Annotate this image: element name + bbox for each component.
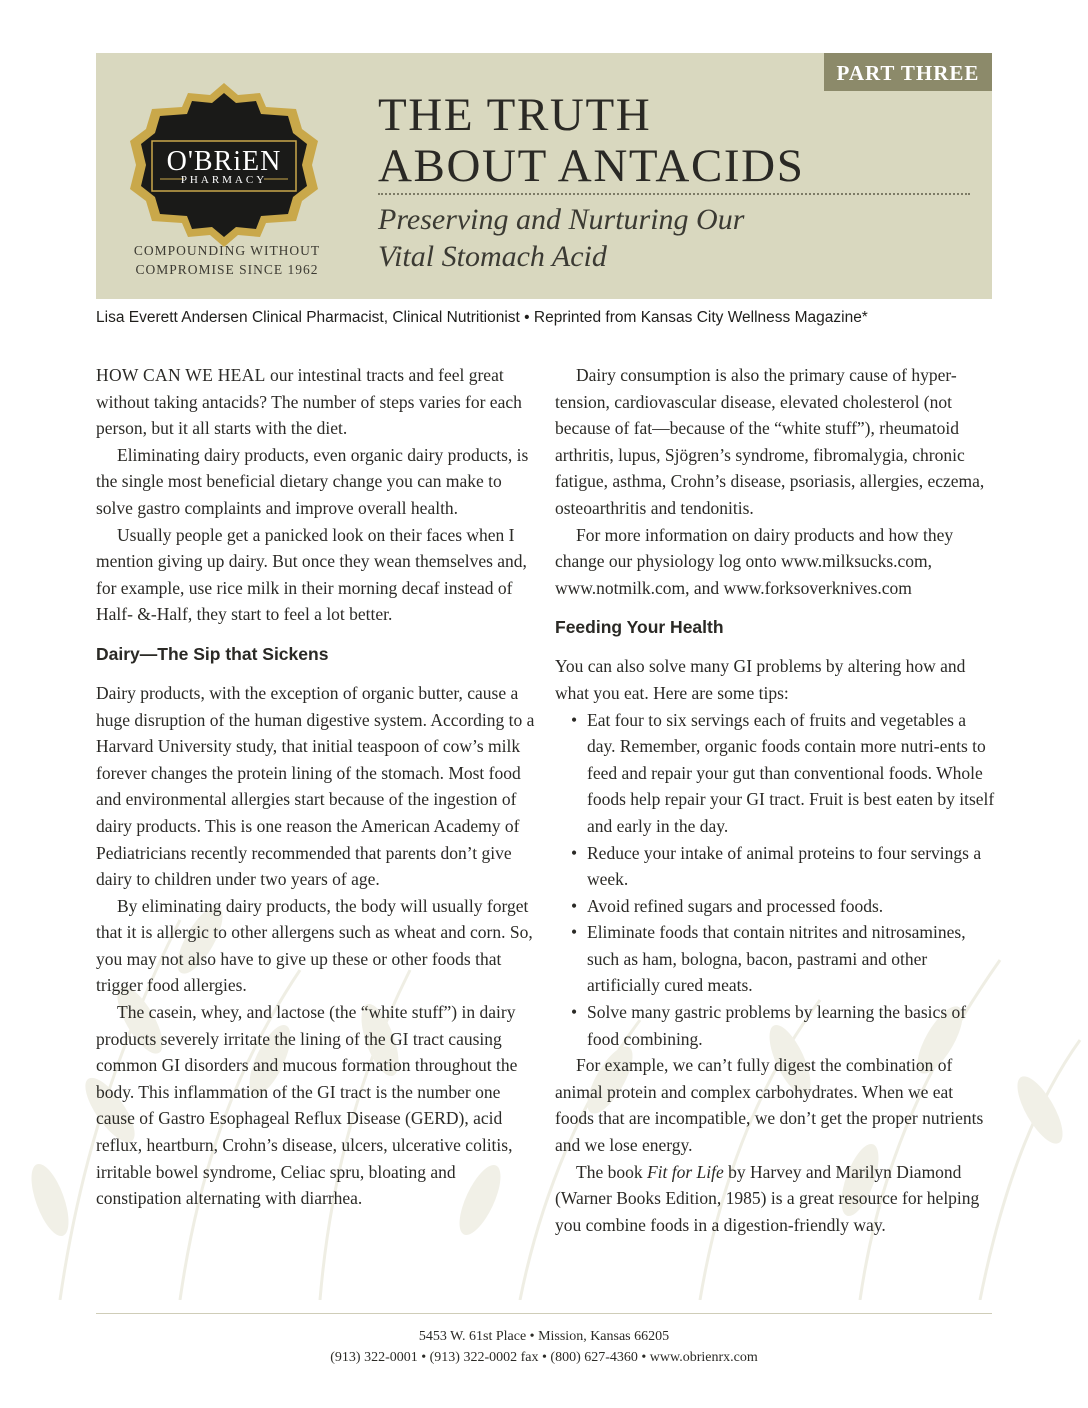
paragraph: You can also solve many GI problems by altering how and what you eat. Here are some tips:	[555, 656, 966, 703]
footer-divider	[96, 1313, 992, 1314]
list-item: • Avoid refined sugars and processed foods.	[571, 893, 995, 920]
intro-paragraph	[96, 362, 536, 442]
footer	[0, 1326, 1088, 1368]
tagline	[96, 241, 358, 279]
logo-sub: PHARMACY	[180, 174, 268, 186]
tagline-line-1: COMPOUNDING WITHOUT	[133, 243, 321, 258]
part-tag: PART THREE	[824, 53, 992, 91]
paragraph: The casein, whey, and lactose (the “white stuff”) in dairy products severely irritate the lining of the GI tract causing common GI disorders and mucous formation throughout the body. This inflammation of the GI tract is the number one cause of Gastro Esophageal Reflux Disease (GERD), acid reflux, heartburn, Crohn’s disease, ulcers, ulcerative colitis, irritable bowel syndrome, Celiac spru, bloating and constipation alternating with diarrhea.	[96, 1002, 518, 1209]
list-item: • Eliminate foods that contain nitrites and nitrosamines, such as ham, bologna, bacon, pastrami and other artificially cured meats.	[571, 919, 995, 999]
list-item: • Eat four to six servings each of fruits and vegetables a day. Remember, organic foods contain more nutri-ents to feed and repair your gut than conventional foods. Whole foods help repair your GI tract. Fruit is best eaten by itself and early in the day.	[571, 707, 995, 840]
list-item: • Solve many gastric problems by learning the basics of food combining.	[571, 999, 995, 1052]
tagline-line-2: COMPROMISE SINCE 1962	[135, 262, 319, 277]
paragraph: For more information on dairy products and how they change our physiology log onto www.milksucks.com, www.notmilk.com, and www.forksoverknives.com	[555, 524, 954, 598]
title-line-2: ABOUT ANTACIDS	[378, 140, 805, 192]
intro-rest: our intestinal tracts and feel great without taking antacids? The number of steps varies for each person, but it all starts with the diet.	[96, 365, 522, 439]
footer-contact: (913) 322-0001 • (913) 322-0002 fax • (800) 627-4360 • www.obrienrx.com	[330, 1350, 758, 1365]
tips-list	[571, 707, 995, 1053]
left-column	[96, 362, 536, 1212]
book-text-before: The book	[576, 1161, 647, 1182]
paragraph: Dairy products, with the exception of organic butter, cause a huge disruption of the human digestive system. According to a Harvard University study, that initial teaspoon of cow’s milk forever changes the protein lining of the stomach. Most food and environmental allergies start because of the ingestion of dairy products. This is one reason the American Academy of Pediatricians recently recommended that parents don’t give dairy to children under two years of age.	[96, 682, 535, 890]
book-title: Fit for Life	[646, 1161, 724, 1182]
page-title	[378, 90, 804, 192]
byline: Lisa Everett Andersen Clinical Pharmacist, Clinical Nutritionist • Reprinted from Kansas City Wellness Magazine*	[96, 309, 868, 326]
logo-name: O'BRiEN	[166, 146, 282, 177]
page-subtitle	[378, 201, 744, 275]
right-column	[555, 362, 995, 1238]
paragraph: Eliminating dairy products, even organic dairy products, is the single most beneficial dietary change you can make to solve gastro complaints and improve overall health.	[96, 444, 529, 518]
section-heading-feeding: Feeding Your Health	[555, 617, 724, 638]
paragraph: For example, we can’t fully digest the combination of animal protein and complex carbohydrates. When we eat foods that are incompatible, we don’t get the proper nutrients and we lose energy.	[555, 1055, 984, 1156]
title-line-1: THE TRUTH	[378, 89, 652, 141]
intro-lead: HOW CAN WE HEAL	[96, 365, 266, 385]
section-heading-dairy: Dairy—The Sip that Sickens	[96, 643, 329, 664]
title-divider	[378, 193, 970, 195]
paragraph	[555, 1159, 995, 1239]
footer-address: 5453 W. 61st Place • Mission, Kansas 66205	[418, 1329, 670, 1344]
paragraph: By eliminating dairy products, the body will usually forget that it is allergic to other allergens such as wheat and corn. So, you may not also have to give up these or other foods that trigger food allergies.	[96, 895, 533, 996]
list-item: • Reduce your intake of animal proteins to four servings a week.	[571, 840, 995, 893]
header-band	[96, 53, 992, 299]
book-text-after: by Harvey and Marilyn Diamond (Warner Books Edition, 1985) is a great resource for helping you combine foods in a digestion-friendly way.	[555, 1161, 980, 1235]
obrien-pharmacy-logo	[126, 79, 322, 249]
paragraph: Usually people get a panicked look on their faces when I mention giving up dairy. But once they wean themselves and, for example, use rice milk in their morning decaf instead of Half- &-Half, they start to feel a lot better.	[96, 524, 527, 625]
paragraph: Dairy consumption is also the primary cause of hyper-tension, cardiovascular disease, elevated cholesterol (not because of fat—because of the “white stuff”), rheumatoid arthritis, lupus, Sjögren’s syndrome, fibromalygia, chronic fatigue, asthma, Crohn’s disease, psoriasis, allergies, eczema, osteoarthritis and tendonitis.	[555, 365, 985, 518]
subtitle-line-1: Preserving and Nurturing Our	[378, 203, 745, 236]
subtitle-line-2: Vital Stomach Acid	[378, 240, 607, 273]
